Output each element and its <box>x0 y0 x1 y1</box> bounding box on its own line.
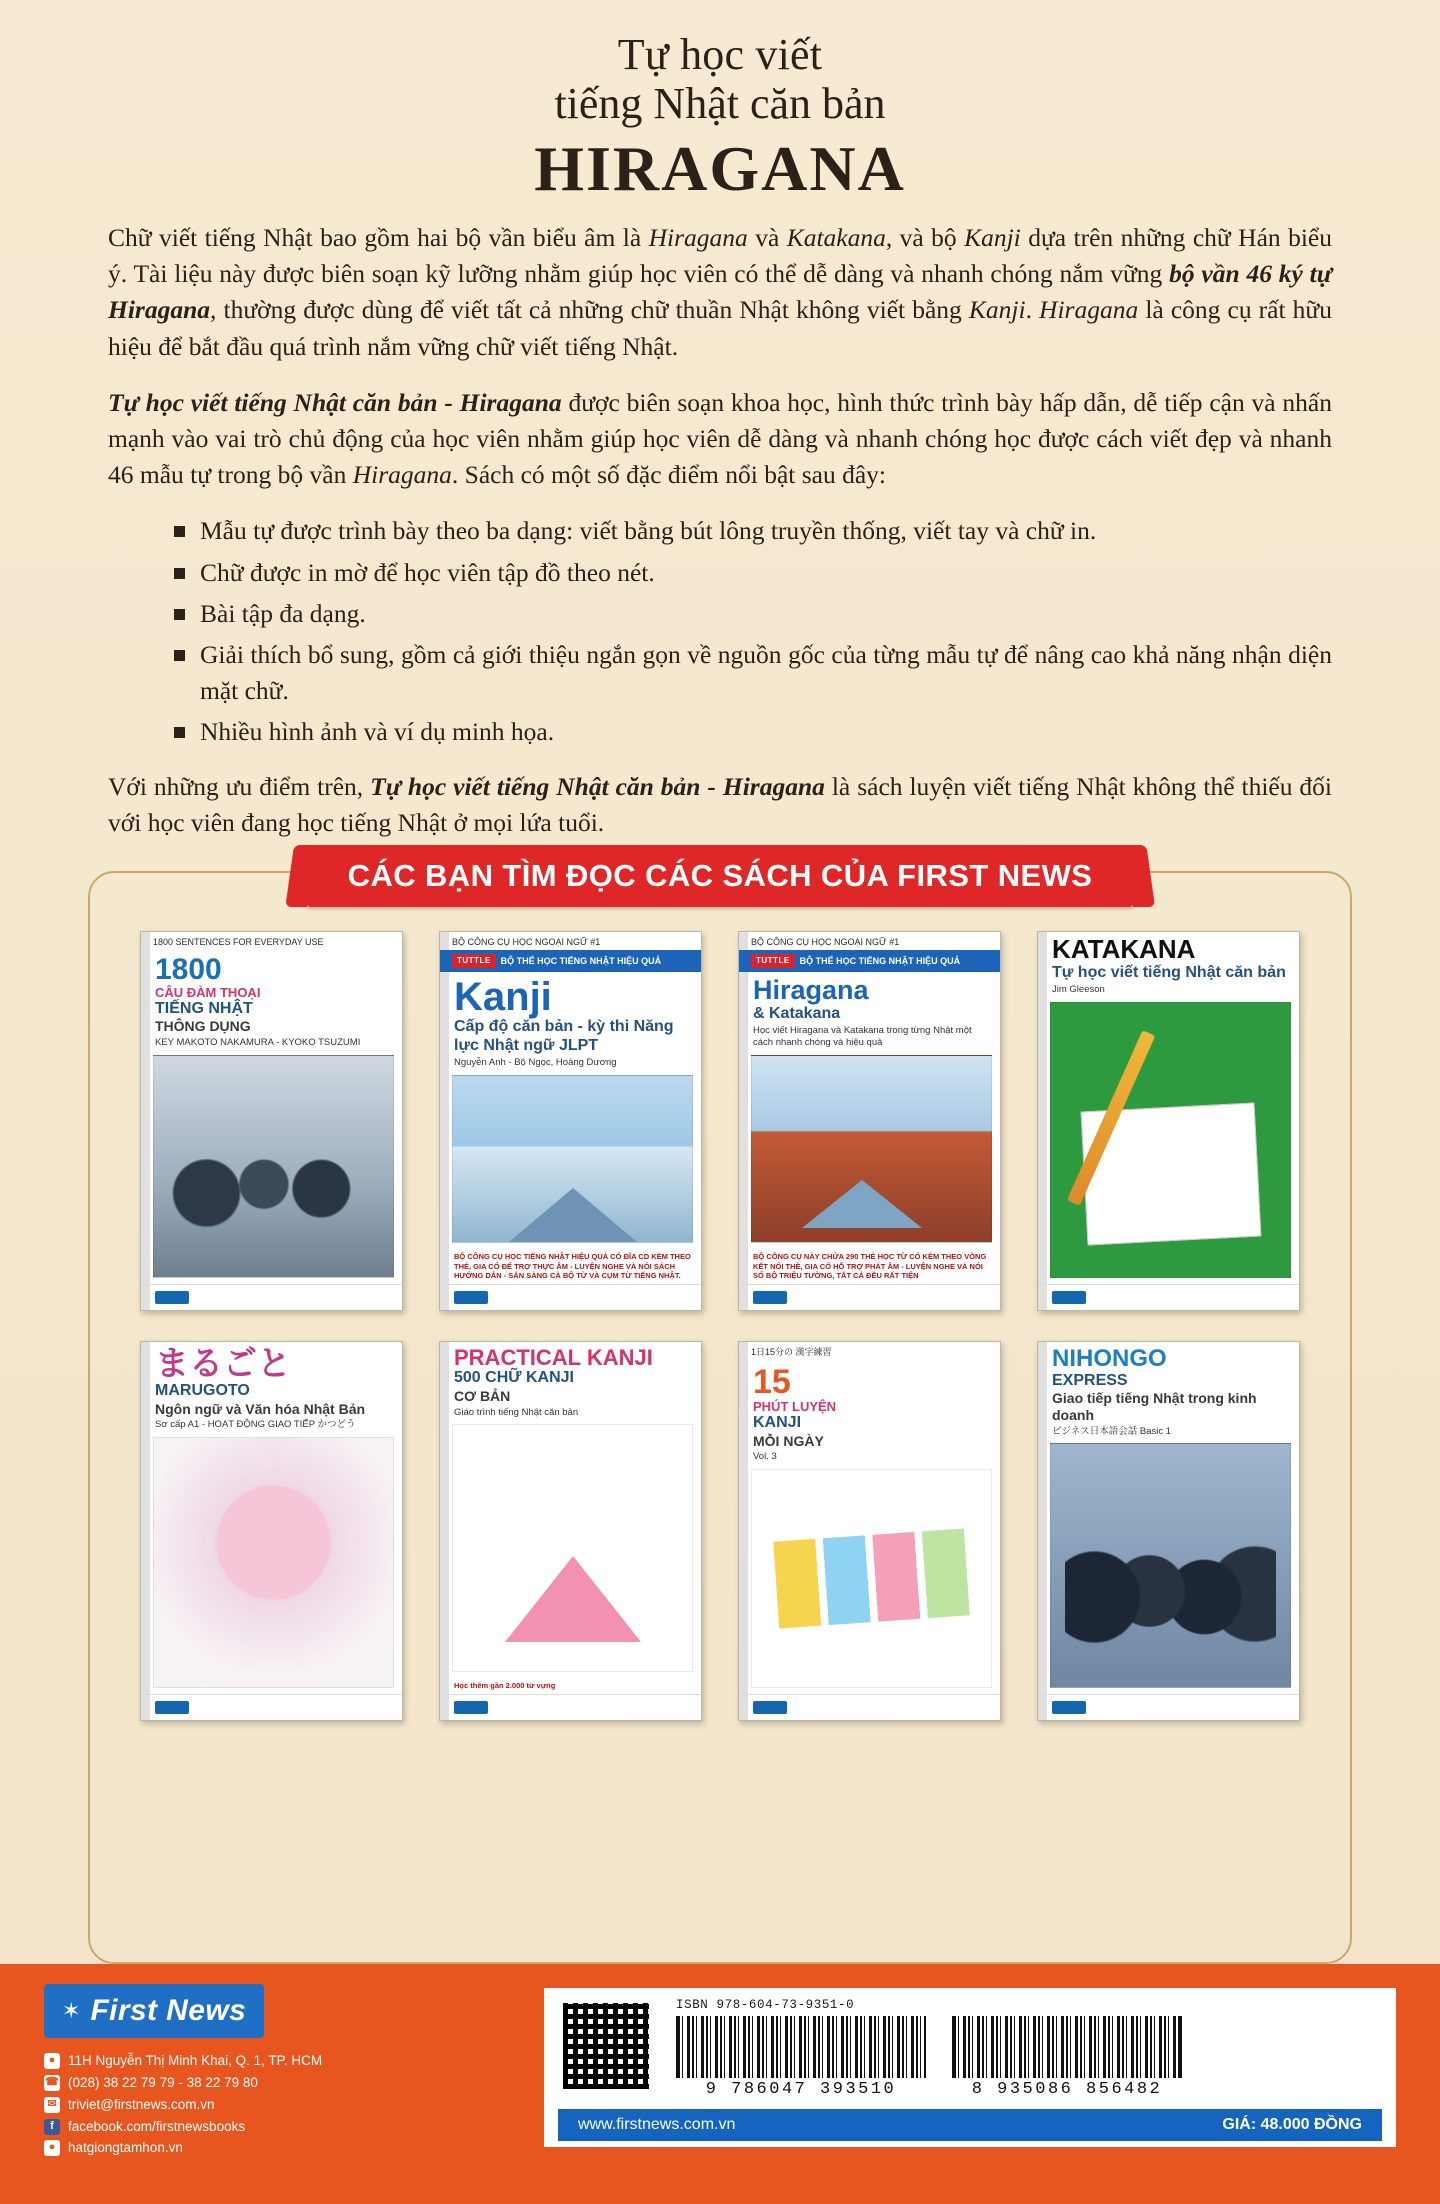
paragraph-intro: Chữ viết tiếng Nhật bao gồm hai bộ vần biểu âm là Hiragana và Katakana, và bộ Kanji dựa trên những chữ Hán biểu ý. Tài liệu này được biên soạn kỹ lưỡng nhằm giúp học viên có thể dễ dàng và nhanh chóng nắm vững bộ vần 46 ký tự Hiragana, thường được dùng để viết tất cả những chữ thuần Nhật không viết bằng Kanji. Hiragana là công cụ rất hữu hiệu để bắt đầu quá trình nắm vững chữ viết tiếng Nhật. <box>108 223 1332 361</box>
book-caption: BỘ CÔNG CỤ HỌC TIẾNG NHẬT HIỆU QUẢ CÓ ĐĨA CD KÈM THEO THẺ, GIA CỐ ĐỂ TRỢ THỰC ÂM - LUYỆN NGHE VÀ NÓI SÁCH HƯỚNG DẪN - SẴN SÀNG CÀ BỘ TỪ VÀ CỤM TỪ TIẾNG NHẬT. <box>454 1251 691 1281</box>
promo-banner: CÁC BẠN TÌM ĐỌC CÁC SÁCH CỦA FIRST NEWS <box>306 845 1135 907</box>
book-footer <box>1038 1694 1299 1720</box>
publisher-info <box>44 1984 514 2159</box>
book-top-text: 1日15分の 漢字練習 <box>751 1347 832 1358</box>
book-title-main: NIHONGO <box>1052 1345 1167 1373</box>
book-title <box>440 1342 701 1407</box>
book-footer <box>141 1284 402 1310</box>
book-title-main: Kanji <box>454 975 552 1020</box>
book-title-line3: Ngôn ngữ và Văn hóa Nhật Bản <box>155 1400 366 1417</box>
book-author-line: Jim Gleeson <box>1052 984 1105 996</box>
web-icon: ● <box>44 2140 60 2156</box>
book-cover-item[interactable] <box>1037 931 1300 1311</box>
barcode-ean <box>952 2016 1182 2099</box>
title-line-2: tiếng Nhật căn bản <box>554 79 886 129</box>
book-cover-item[interactable] <box>140 1341 403 1721</box>
title-line-1: Tự học viết <box>617 30 823 79</box>
book-title <box>1038 932 1299 984</box>
publisher-footer <box>0 1964 1440 2204</box>
feature-list-item: Mẫu tự được trình bày theo ba dạng: viết bằng bút lông truyền thống, viết tay và chữ in. <box>174 513 1332 549</box>
book-cover-item[interactable] <box>1037 1341 1300 1721</box>
first-news-mini-logo <box>753 1291 787 1304</box>
phone-icon: ☎ <box>44 2075 60 2091</box>
barcode-isbn <box>676 2016 926 2099</box>
book-title-line2: TIẾNG NHẬT <box>155 1000 253 1017</box>
barcode-area <box>544 1984 1396 2147</box>
book-caption: Học thêm gần 2.000 từ vựng <box>454 1681 556 1691</box>
feature-list-item: Bài tập đa dạng. <box>174 596 1332 632</box>
book-title <box>739 1360 1000 1451</box>
book-cover-image <box>1050 1443 1291 1688</box>
facebook-icon: f <box>44 2119 60 2135</box>
book-footer <box>1038 1284 1299 1310</box>
first-news-mini-logo <box>1052 1701 1086 1714</box>
book-footer <box>739 1694 1000 1720</box>
page-title <box>0 0 1440 210</box>
book-title-line3: THÔNG DỤNG <box>155 1018 251 1035</box>
book-footer <box>141 1694 402 1720</box>
contact-row <box>44 2072 514 2094</box>
contact-row <box>44 2116 514 2138</box>
feature-list-item: Giải thích bổ sung, gồm cả giới thiệu ngắn gọn về nguồn gốc của từng mẫu tự để nâng cao khả năng nhận diện mặt chữ. <box>174 637 1332 709</box>
book-cover-item[interactable] <box>738 931 1001 1311</box>
book-cover-item[interactable] <box>439 931 702 1311</box>
book-author-line: Vol. 3 <box>753 1451 777 1463</box>
book-title-main: 15 <box>753 1363 791 1402</box>
barcode-bars-left <box>676 2016 926 2078</box>
book-grid <box>116 917 1324 1727</box>
book-ribbon-text: BỘ THỂ HỌC TIẾNG NHẬT HIỆU QUẢ <box>500 955 662 966</box>
book-cover-image <box>153 1055 394 1278</box>
book-footer <box>440 1284 701 1310</box>
contact-row <box>44 2137 514 2159</box>
book-cover-image <box>1050 1002 1291 1278</box>
book-cover-image <box>452 1075 693 1243</box>
barcode-digits-right: 8 935086 856482 <box>971 2080 1163 2099</box>
book-cover-item[interactable] <box>140 931 403 1311</box>
publisher-tag: TUTTLE <box>751 954 795 968</box>
book-title-line2: 500 CHỮ KANJI <box>454 1369 574 1387</box>
book-cover-image <box>452 1424 693 1672</box>
description-section <box>0 210 1440 861</box>
book-cover-item[interactable] <box>439 1341 702 1721</box>
website-text: www.firstnews.com.vn <box>578 2116 736 2133</box>
first-news-mini-logo <box>454 1291 488 1304</box>
publisher-tag: TUTTLE <box>452 954 496 968</box>
star-icon: ✶ <box>62 1998 81 2023</box>
book-author-line: Nguyễn Anh - Bộ Ngọc, Hoàng Dương <box>454 1057 617 1069</box>
book-author-line: Học viết Hiragana và Katakana trong từng Nhật một cách nhanh chóng và hiệu quả <box>753 1025 972 1048</box>
book-title-line2: MARUGOTO <box>155 1382 250 1400</box>
qr-code <box>558 1998 654 2094</box>
book-cover-image <box>153 1437 394 1688</box>
book-title-main: Hiragana <box>753 975 869 1006</box>
price-text: GIÁ: 48.000 ĐỒNG <box>1222 2116 1362 2133</box>
first-news-mini-logo <box>454 1701 488 1714</box>
book-ribbon <box>739 950 1000 972</box>
book-title <box>440 972 701 1057</box>
paragraph-closing: Với những ưu điểm trên, Tự học viết tiếng Nhật căn bản - Hiragana là sách luyện viết tiếng Nhật không thể thiếu đối với học viên đang học tiếng Nhật ở mọi lứa tuổi. <box>108 771 1332 837</box>
book-title-line3: MỖI NGÀY <box>753 1432 824 1449</box>
book-title-line2: Cấp độ căn bản - kỳ thi Năng lực Nhật ngữ JLPT <box>454 1018 674 1054</box>
isbn-label: ISBN 978-604-73-9351-0 <box>676 1998 855 2012</box>
book-title-line3: CƠ BẢN <box>454 1387 511 1404</box>
book-title-main: 1800 <box>155 953 222 987</box>
contact-text: 11H Nguyễn Thị Minh Khai, Q. 1, TP. HCM <box>68 2053 323 2068</box>
book-footer <box>440 1694 701 1720</box>
book-title-main: PRACTICAL KANJI <box>454 1345 653 1371</box>
book-top-text: BỘ CÔNG CỤ HỌC NGOẠI NGỮ #1 <box>452 937 601 948</box>
book-title <box>141 950 402 1037</box>
feature-list <box>108 513 1332 750</box>
book-author-line: Giáo trình tiếng Nhật căn bản <box>454 1406 579 1418</box>
book-title <box>739 972 1000 1025</box>
barcode-bars-right <box>952 2016 1182 2078</box>
book-title-line2: & Katakana <box>753 1004 841 1022</box>
first-news-mini-logo <box>753 1701 787 1714</box>
mail-icon: ✉ <box>44 2097 60 2113</box>
book-top-text: 1800 SENTENCES FOR EVERYDAY USE <box>153 937 324 948</box>
book-footer <box>739 1284 1000 1310</box>
book-title-line3: Giao tiếp tiếng Nhật trong kinh doanh <box>1052 1389 1257 1423</box>
other-books-panel <box>88 858 1352 1964</box>
book-cover-image <box>751 1055 992 1243</box>
book-title-line2: KANJI <box>753 1414 802 1432</box>
feature-list-item: Nhiều hình ảnh và ví dụ minh họa. <box>174 714 1332 750</box>
feature-list-item: Chữ được in mờ để học viên tập đồ theo nét. <box>174 555 1332 591</box>
first-news-mini-logo <box>155 1701 189 1714</box>
book-title-line2: Tự học viết tiếng Nhật căn bản <box>1052 963 1286 981</box>
title-main: HIRAGANA <box>534 132 906 204</box>
first-news-logo-text: First News <box>90 1994 247 2027</box>
book-cover-image <box>751 1469 992 1688</box>
contact-text: facebook.com/firstnewsbooks <box>68 2118 246 2134</box>
first-news-mini-logo <box>1052 1291 1086 1304</box>
book-ribbon-text: BỘ THỂ HỌC TIẾNG NHẬT HIỆU QUẢ <box>799 955 961 966</box>
book-title <box>1038 1342 1299 1425</box>
book-cover-item[interactable] <box>738 1341 1001 1721</box>
contact-text: triviet@firstnews.com.vn <box>68 2096 215 2112</box>
contact-list <box>44 2050 514 2159</box>
barcode-digits-left: 9 786047 393510 <box>705 2080 897 2099</box>
book-author-line: KEY MAKOTO NAKAMURA - KYOKO TSUZUMI <box>155 1037 361 1049</box>
book-title <box>141 1342 402 1419</box>
first-news-mini-logo <box>155 1291 189 1304</box>
contact-row <box>44 2050 514 2072</box>
book-author-line: ビジネス日本語会話 Basic 1 <box>1052 1425 1172 1437</box>
book-author-line: Sơ cấp A1 - HOẠT ĐỘNG GIAO TIẾP かつどう <box>155 1419 356 1431</box>
book-title-main: まるごと <box>155 1345 291 1384</box>
book-title-accent: PHÚT LUYỆN <box>753 1399 837 1415</box>
book-title-main: KATAKANA <box>1052 934 1196 965</box>
contact-text: hatgiongtamhon.vn <box>68 2140 183 2156</box>
location-icon: ● <box>44 2053 60 2069</box>
book-title-accent: CÂU ĐÀM THOẠI <box>155 985 261 1001</box>
book-top-text: BỘ CÔNG CỤ HỌC NGOẠI NGỮ #1 <box>751 937 900 948</box>
book-ribbon <box>440 950 701 972</box>
book-title-line2: EXPRESS <box>1052 1371 1128 1389</box>
contact-text: (028) 38 22 79 79 - 38 22 79 80 <box>68 2074 258 2090</box>
paragraph-features-lead: Tự học viết tiếng Nhật căn bản - Hiragana được biên soạn khoa học, hình thức trình bày hấp dẫn, dễ tiếp cận và nhấn mạnh vào vai trò chủ động của học viên nhằm giúp học viên dễ dàng và nhanh chóng học được cách viết đẹp và nhanh 46 mẫu tự trong bộ vần Hiragana. Sách có một số đặc điểm nổi bật sau đây: <box>108 387 1332 490</box>
contact-row <box>44 2094 514 2116</box>
first-news-logo <box>44 1984 264 2038</box>
website-price-strip <box>558 2109 1382 2141</box>
book-caption: BỘ CÔNG CỤ NÀY CHỨA 290 THẺ HỌC TỪ CÓ KÈM THEO VÒNG KẾT NỐI THẺ, GIA CỐ HỖ TRỢ PHÁT ÂM - LUYỆN NGHE VÀ NÓI SỐ BỘ TRIỆU TƯỜNG, TẤT CẢ ĐỀU RẤT TIỆN <box>753 1251 987 1281</box>
